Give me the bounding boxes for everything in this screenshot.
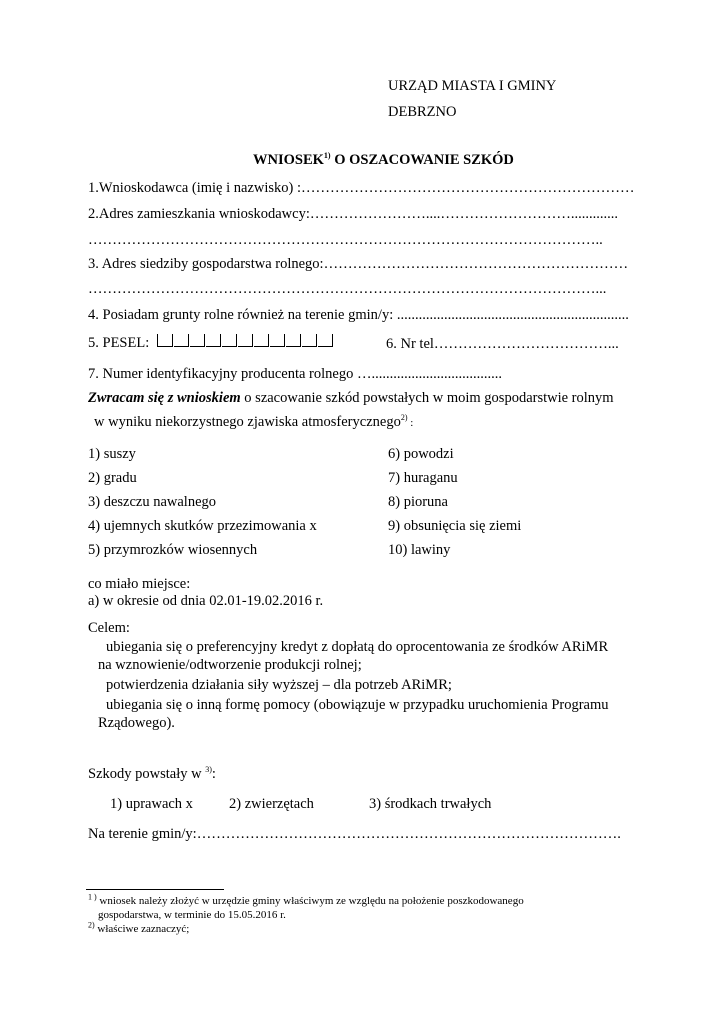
office-town: DEBRZNO (388, 104, 457, 120)
request-statement: Zwracam się z wnioskiem o szacowanie szkód powstałych w moim gospodarstwie rolnym (88, 390, 614, 406)
footnote-1-cont: gospodarstwa, w terminie do 15.05.2016 r. (98, 909, 286, 921)
phone-field[interactable]: 6. Nr tel………………………………... (386, 336, 619, 352)
footnote-divider (86, 889, 224, 890)
other-land-field[interactable]: 4. Posiadam grunty rolne również na terenie gmin/y: ................................................................ (88, 307, 629, 323)
address-field-cont[interactable]: …………………………………………………………………………………………….. (88, 232, 603, 248)
option-landslide[interactable]: 9) obsunięcia się ziemi (388, 518, 522, 534)
option-drought[interactable]: 1) suszy (88, 446, 136, 462)
occurrence-period: a) w okresie od dnia 02.01-19.02.2016 r. (88, 593, 324, 609)
farm-address-field-cont[interactable]: ……………………………………………………………………………………………... (88, 281, 607, 297)
address-field[interactable]: 2.Adres zamieszkania wnioskodawcy:……………………....………………………............. (88, 206, 618, 222)
damage-option-animals[interactable]: 2) zwierzętach (229, 796, 314, 812)
footnote-2: $^{2)}$ właściwe zaznaczyć; (88, 920, 190, 935)
purpose-credit-cont: na wznowienie/odtworzenie produkcji rolnej; (98, 657, 362, 673)
purpose-force-majeure[interactable]: potwierdzenia działania siły wyższej – dla potrzeb ARiMR; (106, 677, 452, 693)
option-lightning[interactable]: 8) pioruna (388, 494, 448, 510)
producer-id-field[interactable]: 7. Numer identyfikacyjny producenta rolnego ….................................... (88, 366, 502, 382)
damage-option-crops[interactable]: 1) uprawach x (110, 796, 193, 812)
option-avalanche[interactable]: 10) lawiny (388, 542, 451, 558)
damage-label: Szkody powstały w $^{3)}$: (88, 765, 216, 782)
municipality-field[interactable]: Na terenie gmin/y:……………………………………………………………………………. (88, 826, 621, 842)
option-flood[interactable]: 6) powodzi (388, 446, 454, 462)
option-heavy-rain[interactable]: 3) deszczu nawalnego (88, 494, 217, 510)
applicant-name-field[interactable]: 1.Wnioskodawca (imię i nazwisko) :…………………………………………………………… (88, 180, 635, 196)
damage-option-fixed-assets[interactable]: 3) środkach trwałych (369, 796, 492, 812)
option-winter-damage[interactable]: 4) ujemnych skutków przezimowania x (88, 518, 317, 534)
purpose-credit[interactable]: ubiegania się o preferencyjny kredyt z dopłatą do oprocentowania ze środków ARiMR (106, 639, 609, 655)
pesel-field[interactable]: 5. PESEL: (88, 334, 334, 352)
option-hurricane[interactable]: 7) huraganu (388, 470, 458, 486)
page-title: WNIOSEK$^{1)}$ O OSZACOWANIE SZKÓD (253, 151, 514, 168)
request-statement-cont: w wyniku niekorzystnego zjawiska atmosferycznego$^{2)}$ : (94, 413, 414, 430)
office-name: URZĄD MIASTA I GMINY (388, 78, 557, 94)
pesel-boxes[interactable] (157, 334, 334, 352)
footnote-1: $^1$ ) wniosek należy złożyć w urzędzie gminy właściwym ze względu na położenie poszkodowanego (88, 892, 524, 907)
purpose-other-aid[interactable]: ubiegania się o inną formę pomocy (obowiązuje w przypadku uruchomienia Programu (106, 697, 609, 713)
option-spring-frost[interactable]: 5) przymrozków wiosennych (88, 542, 258, 558)
purpose-other-aid-cont: Rządowego). (98, 715, 175, 731)
occurrence-label: co miało miejsce: (88, 576, 191, 592)
option-hail[interactable]: 2) gradu (88, 470, 137, 486)
farm-address-field[interactable]: 3. Adres siedziby gospodarstwa rolnego:……………………………………………………… (88, 256, 629, 272)
purpose-label: Celem: (88, 620, 130, 636)
